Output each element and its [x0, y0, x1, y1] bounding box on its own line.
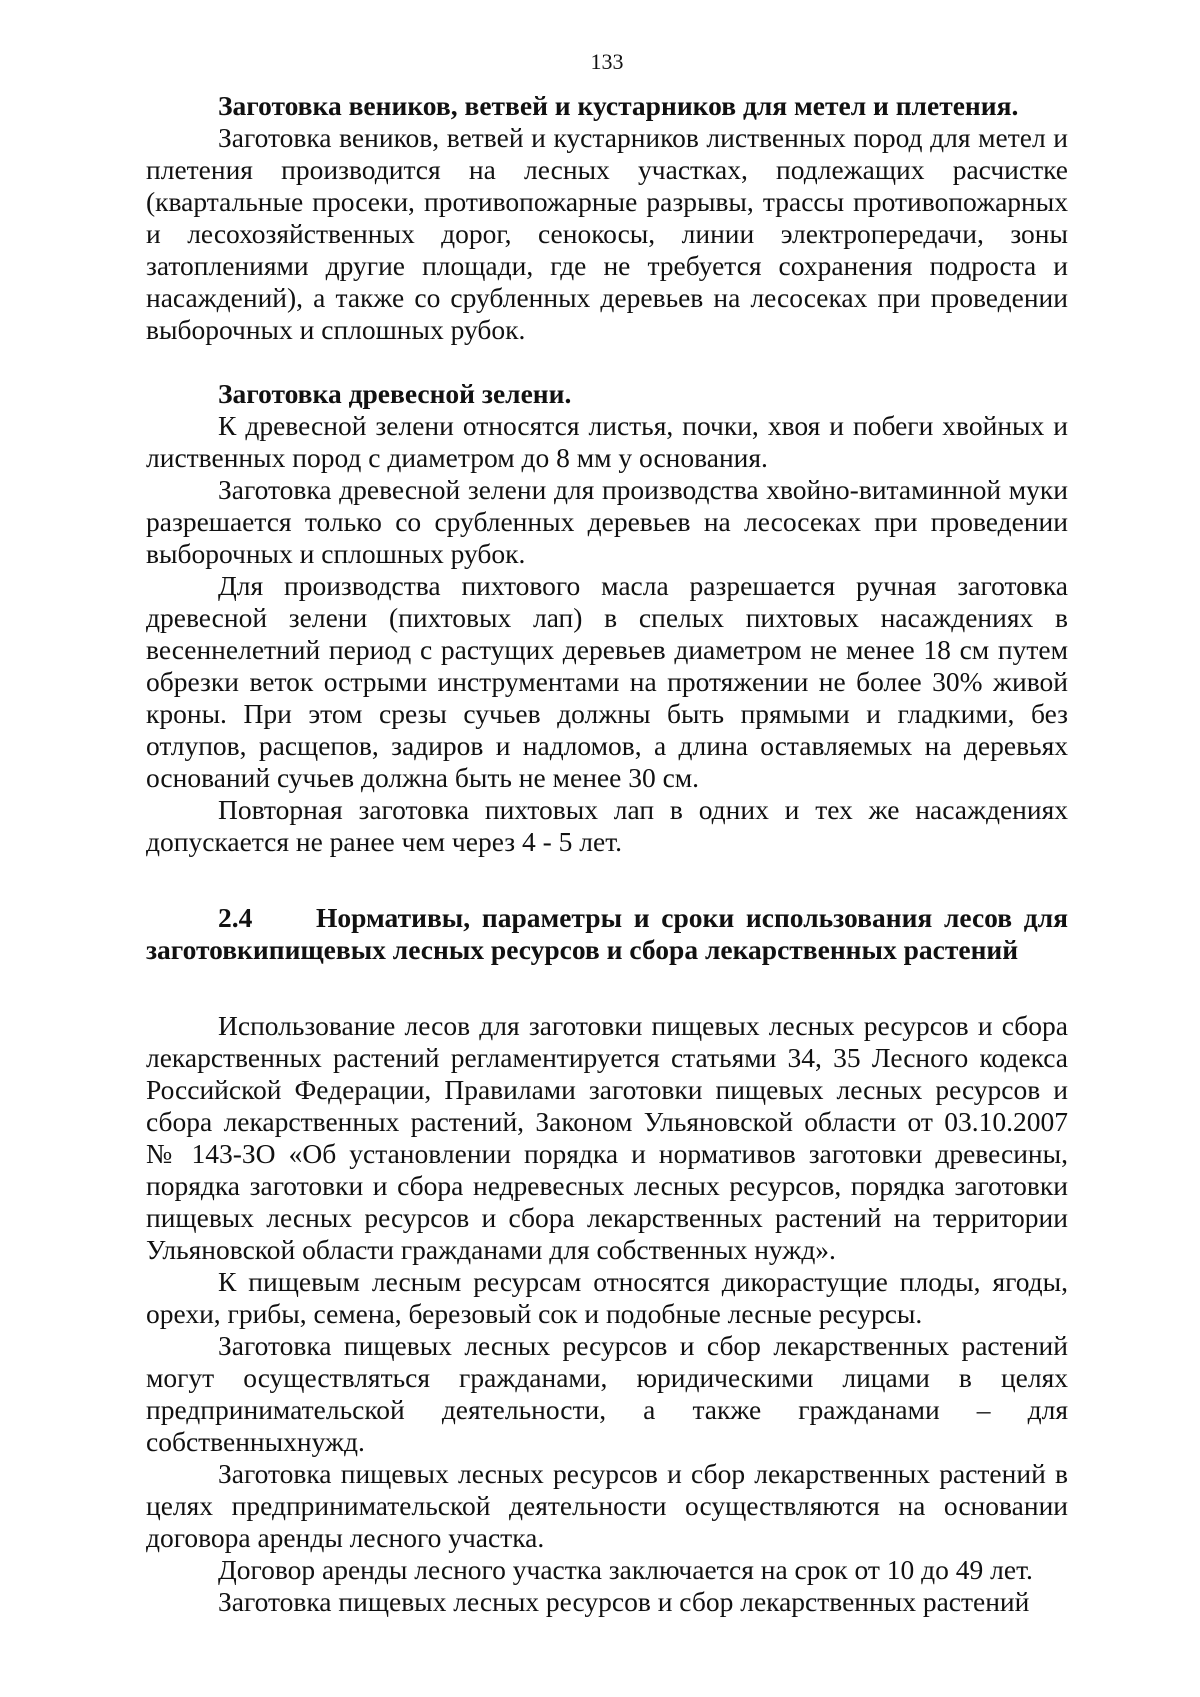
paragraph: Договор аренды лесного участка заключается на срок от 10 до 49 лет.	[218, 1554, 1033, 1585]
section-2-4-heading	[146, 902, 1068, 966]
paragraph: К пищевым лесным ресурсам относятся дикорастущие плоды, ягоды, орехи, грибы, семена, березовый сок и подобные лесные ресурсы.	[146, 1266, 1068, 1329]
paragraph: Заготовка пищевых лесных ресурсов и сбор лекарственных растений в целях предпринимательской деятельности осуществляются на основании договора аренды лесного участка.	[146, 1458, 1068, 1553]
paragraph: Заготовка древесной зелени для производства хвойно-витаминной муки разрешается только со срубленных деревьев на лесосеках при проведении выборочных и сплошных рубок.	[146, 474, 1068, 569]
paragraph: Для производства пихтового масла разрешается ручная заготовка древесной зелени (пихтовых лап) в спелых пихтовых насаждениях в весеннелетний период с растущих деревьев диаметром не менее 18 см путем обрезки веток острыми инструментами на протяжении не более 30% живой кроны. При этом срезы сучьев должны быть прямыми и гладкими, без отлупов, расщепов, задиров и надломов, а длина оставляемых на деревьях оснований сучьев должна быть не менее 30 см.	[146, 570, 1068, 793]
section-heading-greenery: Заготовка древесной зелени.	[218, 378, 572, 409]
section-heading-brooms: Заготовка веников, ветвей и кустарников для метел и плетения.	[218, 90, 1019, 121]
paragraph: Повторная заготовка пихтовых лап в одних и тех же насаждениях допускается не ранее чем через 4 - 5 лет.	[146, 794, 1068, 857]
spacer	[146, 858, 1068, 902]
page-number: 133	[590, 49, 624, 74]
spacer	[146, 966, 1068, 1010]
paragraph: Заготовка пищевых лесных ресурсов и сбор лекарственных растений могут осуществляться гражданами, юридическими лицами в целях предпринимательской деятельности, а также гражданами – для собственныхнужд.	[146, 1330, 1068, 1457]
paragraph: Заготовка веников, ветвей и кустарников лиственных пород для метел и плетения производится на лесных участках, подлежащих расчистке (квартальные просеки, противопожарные разрывы, трассы противопожарных и лесохозяйственных дорог, сенокосы, линии электропередачи, зоны затоплениями другие площади, где не требуется сохранения подроста и насаждений), а также со срубленных деревьев на лесосеках при проведении выборочных и сплошных рубок.	[146, 122, 1068, 345]
paragraph: Использование лесов для заготовки пищевых лесных ресурсов и сбора лекарственных растений регламентируется статьями 34, 35 Лесного кодекса Российской Федерации, Правилами заготовки пищевых лесных ресурсов и сбора лекарственных растений, Законом Ульяновской области от 03.10.2007 № 143-ЗО «Об установлении порядка и нормативов заготовки древесины, порядка заготовки и сбора недревесных лесных ресурсов, порядка заготовки пищевых лесных ресурсов и сбора лекарственных растений на территории Ульяновской области гражданами для собственных нужд».	[146, 1010, 1068, 1265]
spacer	[146, 346, 1068, 378]
paragraph: Заготовка пищевых лесных ресурсов и сбор лекарственных растений	[218, 1586, 1030, 1617]
section-title: Нормативы, параметры и сроки использования лесов для заготовкипищевых лесных ресурсов и сбора лекарственных растений	[146, 902, 1068, 965]
section-number: 2.4	[218, 902, 253, 933]
paragraph: К древесной зелени относятся листья, почки, хвоя и побеги хвойных и лиственных пород с диаметром до 8 мм у основания.	[146, 410, 1068, 473]
